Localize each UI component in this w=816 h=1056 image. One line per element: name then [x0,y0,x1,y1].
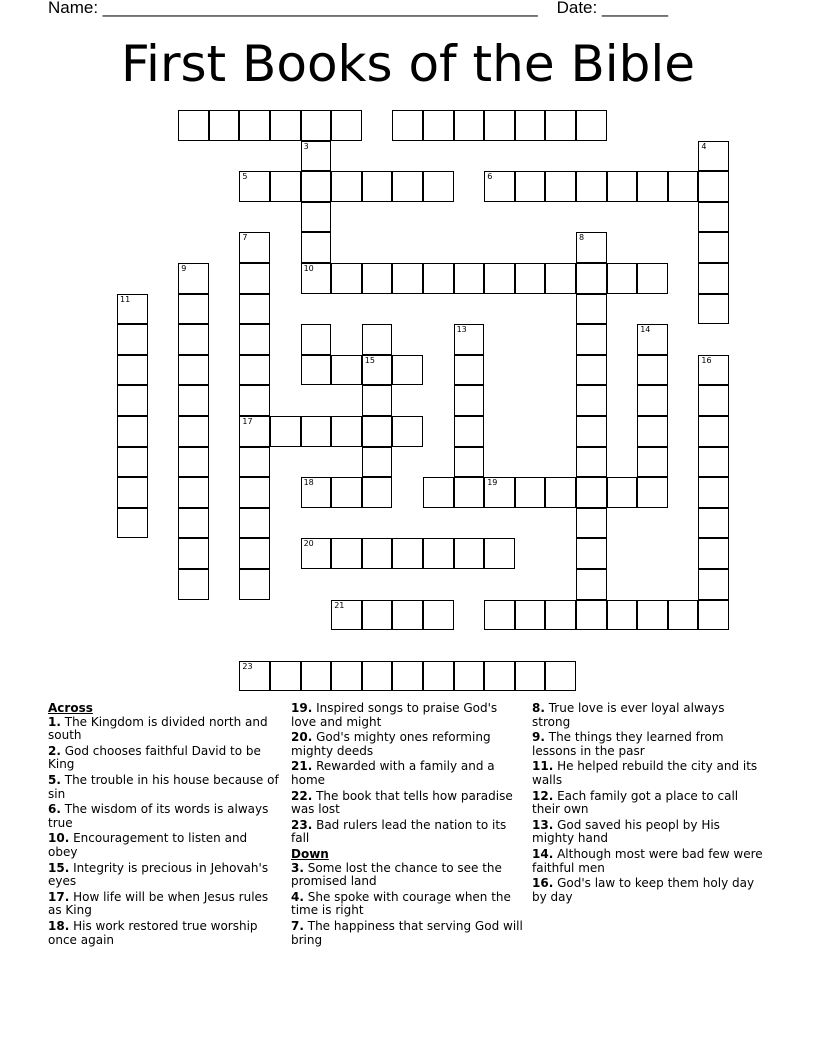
clue-text: Encouragement to listen and obey [48,831,248,859]
clue [291,862,523,889]
grid-cell[interactable] [117,294,148,325]
down-heading: Down [291,846,329,861]
grid-cell[interactable] [515,477,546,508]
clue-text: He helped rebuild the city and its walls [532,759,758,787]
down-clue-list [291,862,523,948]
grid-cell[interactable] [178,385,209,416]
clue-number-label: 13. [532,817,554,832]
across-heading: Across [48,701,93,715]
grid-cell[interactable] [698,600,729,631]
grid-cell[interactable] [698,232,729,263]
grid-cell[interactable] [301,110,332,141]
grid-cell[interactable] [117,385,148,416]
clue-number-label: 5. [48,772,61,787]
clue-number-label: 10. [48,831,70,846]
grid-cell[interactable] [576,294,607,325]
grid-cell[interactable] [698,141,729,172]
clue-number-label: 4. [291,889,304,904]
clue-text: The things they learned from lessons in the pasr [532,730,724,758]
grid-cell[interactable] [362,324,393,355]
clue-number-label: 21. [291,759,313,774]
clue [48,774,280,801]
clue-text: The book that tells how paradise was lost [291,788,513,817]
grid-cell[interactable] [545,171,576,202]
clue-text: Bad rulers lead the nation to its fall [291,817,507,846]
grid-cell[interactable] [637,447,668,478]
clue-number-label: 20. [291,730,313,745]
clue [48,832,280,859]
grid-cell[interactable] [484,600,515,631]
clue-column-2 [291,702,523,949]
grid-cell[interactable] [637,416,668,447]
clue [48,716,280,743]
clue [532,819,764,846]
clue-number: 6 [487,172,493,182]
clue-number-label: 15. [48,860,70,875]
grid-cell[interactable] [576,232,607,263]
grid-cell[interactable] [331,416,362,447]
grid-cell[interactable] [545,110,576,141]
grid-cell[interactable] [392,355,423,386]
grid-cell[interactable] [454,324,485,355]
clue-number: 18 [303,478,314,488]
grid-cell[interactable] [576,477,607,508]
grid-cell[interactable] [576,569,607,600]
grid-cell[interactable] [362,355,393,386]
clue-column-3 [532,702,764,906]
clue-text: God saved his peopl by His mighty hand [532,817,720,846]
grid-cell[interactable] [301,538,332,569]
grid-cell[interactable] [239,508,270,539]
grid-cell[interactable] [392,171,423,202]
clue-number-label: 16. [532,876,554,891]
grid-cell[interactable] [362,538,393,569]
clue [291,920,523,947]
clue-text: The happiness that serving God will bring [291,918,523,947]
grid-cell[interactable] [698,416,729,447]
clue-number-label: 22. [291,788,313,803]
clue-number: 23 [242,661,253,671]
grid-cell[interactable] [239,447,270,478]
clue-number-label: 3. [291,860,304,875]
clue-number: 9 [181,264,187,273]
grid-cell[interactable] [454,263,485,294]
grid-cell[interactable] [178,416,209,447]
grid-cell[interactable] [117,355,148,386]
clue-text: Each family got a place to call their own [532,788,739,817]
clue-number: 15 [364,355,375,365]
grid-cell[interactable] [576,416,607,447]
grid-cell[interactable] [239,355,270,386]
clue [291,760,523,787]
grid-cell[interactable] [637,600,668,631]
clue [291,702,523,729]
grid-cell[interactable] [392,416,423,447]
clue-number: 4 [701,141,707,151]
grid-cell[interactable] [484,263,515,294]
grid-cell[interactable] [239,232,270,263]
grid-cell[interactable] [178,538,209,569]
grid-cell[interactable] [454,538,485,569]
grid-cell[interactable] [637,171,668,202]
grid-cell[interactable] [698,263,729,294]
clue-number: 10 [303,264,314,273]
grid-cell[interactable] [270,171,301,202]
grid-cell[interactable] [362,600,393,631]
clue-number-label: 23. [291,817,313,832]
clue-text: The Kingdom is divided north and south [48,714,268,743]
across-clue-list [48,716,280,948]
grid-cell[interactable] [331,263,362,294]
clue-text: God's law to keep them holy day by day [532,876,755,904]
grid-cell[interactable] [423,263,454,294]
clue [532,760,764,787]
grid-cell[interactable] [698,171,729,202]
grid-cell[interactable] [362,263,393,294]
clue-number-label: 14. [532,846,554,861]
grid-cell[interactable] [178,294,209,325]
grid-cell[interactable] [270,110,301,141]
down-clue-list-continued [532,702,764,904]
grid-cell[interactable] [576,508,607,539]
grid-cell[interactable] [178,263,209,294]
grid-cell[interactable] [515,661,546,692]
grid-cell[interactable] [484,477,515,508]
grid-cell[interactable] [331,355,362,386]
grid-cell[interactable] [454,416,485,447]
grid-cell[interactable] [698,538,729,569]
grid-cell[interactable] [331,171,362,202]
grid-cell[interactable] [331,661,362,692]
grid-cell[interactable] [362,477,393,508]
grid-cell[interactable] [301,232,332,263]
grid-cell[interactable] [698,508,729,539]
clue-number-label: 19. [291,701,313,715]
clue-number: 21 [334,600,345,610]
grid-cell[interactable] [392,538,423,569]
clue-number-label: 2. [48,743,61,758]
clue-text: How life will be when Jesus rules as King [48,889,269,918]
grid-cell[interactable] [270,416,301,447]
clue-number-label: 17. [48,889,70,904]
grid-cell[interactable] [454,661,485,692]
grid-cell[interactable] [362,416,393,447]
grid-cell[interactable] [301,661,332,692]
clue-number-label: 6. [48,802,61,817]
grid-cell[interactable] [484,110,515,141]
grid-cell[interactable] [637,477,668,508]
grid-cell[interactable] [178,110,209,141]
clue-number: 14 [640,325,651,335]
grid-cell[interactable] [698,355,729,386]
grid-cell[interactable] [362,447,393,478]
grid-cell[interactable] [515,110,546,141]
grid-cell[interactable] [637,385,668,416]
grid-cell[interactable] [117,508,148,539]
grid-cell[interactable] [454,477,485,508]
grid-cell[interactable] [607,263,638,294]
grid-cell[interactable] [301,263,332,294]
clue [48,920,280,947]
grid-cell[interactable] [209,110,240,141]
across-clue-list-continued [291,702,523,846]
clue-text: God chooses faithful David to be King [48,743,261,772]
clue [532,702,764,729]
grid-cell[interactable] [607,171,638,202]
grid-cell[interactable] [545,661,576,692]
clue-text: Integrity is precious in Jehovah's eyes [48,860,269,889]
grid-cell[interactable] [576,263,607,294]
grid-cell[interactable] [301,141,332,172]
grid-cell[interactable] [545,263,576,294]
clue-number: 19 [487,478,498,488]
grid-cell[interactable] [545,600,576,631]
grid-cell[interactable] [178,355,209,386]
grid-cell[interactable] [576,447,607,478]
grid-cell[interactable] [423,600,454,631]
clue-text: His work restored true worship once again [48,918,258,947]
clue [532,848,764,875]
grid-cell[interactable] [698,477,729,508]
clue [48,745,280,772]
grid-cell[interactable] [362,171,393,202]
clue-number-label: 12. [532,788,554,803]
grid-cell[interactable] [454,447,485,478]
grid-cell[interactable] [454,385,485,416]
name-date-line: Name: ______________________________________________ Date: _______ [48,0,669,17]
clue-number: 3 [303,141,309,151]
grid-cell[interactable] [301,355,332,386]
grid-cell[interactable] [423,661,454,692]
grid-cell[interactable] [117,447,148,478]
clue-text: The trouble in his house because of sin [48,772,279,801]
grid-cell[interactable] [607,600,638,631]
grid-cell[interactable] [178,569,209,600]
clue-text: God's mighty ones reforming mighty deeds [291,730,491,758]
grid-cell[interactable] [301,171,332,202]
grid-cell[interactable] [576,538,607,569]
grid-cell[interactable] [576,600,607,631]
clue [48,862,280,889]
grid-cell[interactable] [698,569,729,600]
grid-cell[interactable] [362,661,393,692]
clue [291,819,523,846]
grid-cell[interactable] [239,110,270,141]
grid-cell[interactable] [454,355,485,386]
clue-text: She spoke with courage when the time is right [291,889,511,918]
grid-cell[interactable] [392,600,423,631]
clue-number-label: 7. [291,918,304,933]
grid-cell[interactable] [698,385,729,416]
clue-number: 16 [701,355,712,365]
grid-cell[interactable] [423,171,454,202]
grid-cell[interactable] [301,202,332,233]
clue [532,877,764,904]
clue-number: 20 [303,539,314,549]
clue-number-label: 8. [532,701,545,715]
clue-number-label: 1. [48,714,61,729]
clue-text: Although most were bad few were faithful men [532,846,763,875]
clue [291,891,523,918]
grid-cell[interactable] [239,416,270,447]
grid-cell[interactable] [392,263,423,294]
grid-cell[interactable] [515,171,546,202]
page-title: First Books of the Bible [120,35,696,93]
grid-cell[interactable] [607,477,638,508]
grid-cell[interactable] [515,600,546,631]
clue [291,731,523,758]
grid-cell[interactable] [637,355,668,386]
grid-cell[interactable] [576,171,607,202]
clue [532,790,764,817]
grid-cell[interactable] [545,477,576,508]
grid-cell[interactable] [392,110,423,141]
clue-number: 11 [120,294,131,304]
clue-column-1 [48,702,280,949]
grid-cell[interactable] [423,538,454,569]
grid-cell[interactable] [423,477,454,508]
grid-cell[interactable] [637,324,668,355]
grid-cell[interactable] [423,110,454,141]
grid-cell[interactable] [331,110,362,141]
clue [48,803,280,830]
clue [48,891,280,918]
clue-text: Some lost the chance to see the promised land [291,860,502,889]
grid-cell[interactable] [668,600,699,631]
grid-cell[interactable] [698,294,729,325]
grid-cell[interactable] [239,294,270,325]
grid-cell[interactable] [239,538,270,569]
grid-cell[interactable] [239,569,270,600]
grid-cell[interactable] [698,202,729,233]
clue-text: True love is ever loyal always strong [532,701,725,729]
clue [532,731,764,758]
clue-text: The wisdom of its words is always true [48,802,269,830]
clue-number-label: 9. [532,730,545,745]
grid-cell[interactable] [239,385,270,416]
grid-cell[interactable] [576,355,607,386]
grid-cell[interactable] [668,171,699,202]
grid-cell[interactable] [331,600,362,631]
grid-cell[interactable] [515,263,546,294]
grid-cell[interactable] [117,477,148,508]
clue-number: 17 [242,417,253,426]
grid-cell[interactable] [301,416,332,447]
clue-number: 13 [456,325,467,335]
grid-cell[interactable] [239,171,270,202]
grid-cell[interactable] [637,263,668,294]
grid-cell[interactable] [270,661,301,692]
grid-cell[interactable] [484,171,515,202]
clue-number: 7 [242,233,248,243]
grid-cell[interactable] [178,508,209,539]
clue-number-label: 18. [48,918,70,933]
clue-text: Inspired songs to praise God's love and might [291,701,498,729]
grid-cell[interactable] [178,477,209,508]
grid-cell[interactable] [301,324,332,355]
grid-cell[interactable] [576,385,607,416]
grid-cell[interactable] [484,538,515,569]
grid-cell[interactable] [454,110,485,141]
grid-cell[interactable] [239,477,270,508]
grid-cell[interactable] [576,110,607,141]
clue-number: 8 [579,233,585,243]
grid-cell[interactable] [392,661,423,692]
grid-cell[interactable] [331,538,362,569]
clue [291,790,523,817]
clue-number: 5 [242,172,248,182]
grid-cell[interactable] [178,447,209,478]
grid-cell[interactable] [362,385,393,416]
grid-cell[interactable] [576,324,607,355]
grid-cell[interactable] [117,416,148,447]
clue-number-label: 11. [532,759,554,774]
grid-cell[interactable] [239,661,270,692]
grid-cell[interactable] [484,661,515,692]
grid-cell[interactable] [239,263,270,294]
grid-cell[interactable] [698,447,729,478]
grid-cell[interactable] [239,324,270,355]
grid-cell[interactable] [301,477,332,508]
clue-text: Rewarded with a family and a home [291,759,495,787]
grid-cell[interactable] [178,324,209,355]
grid-cell[interactable] [117,324,148,355]
grid-cell[interactable] [331,477,362,508]
